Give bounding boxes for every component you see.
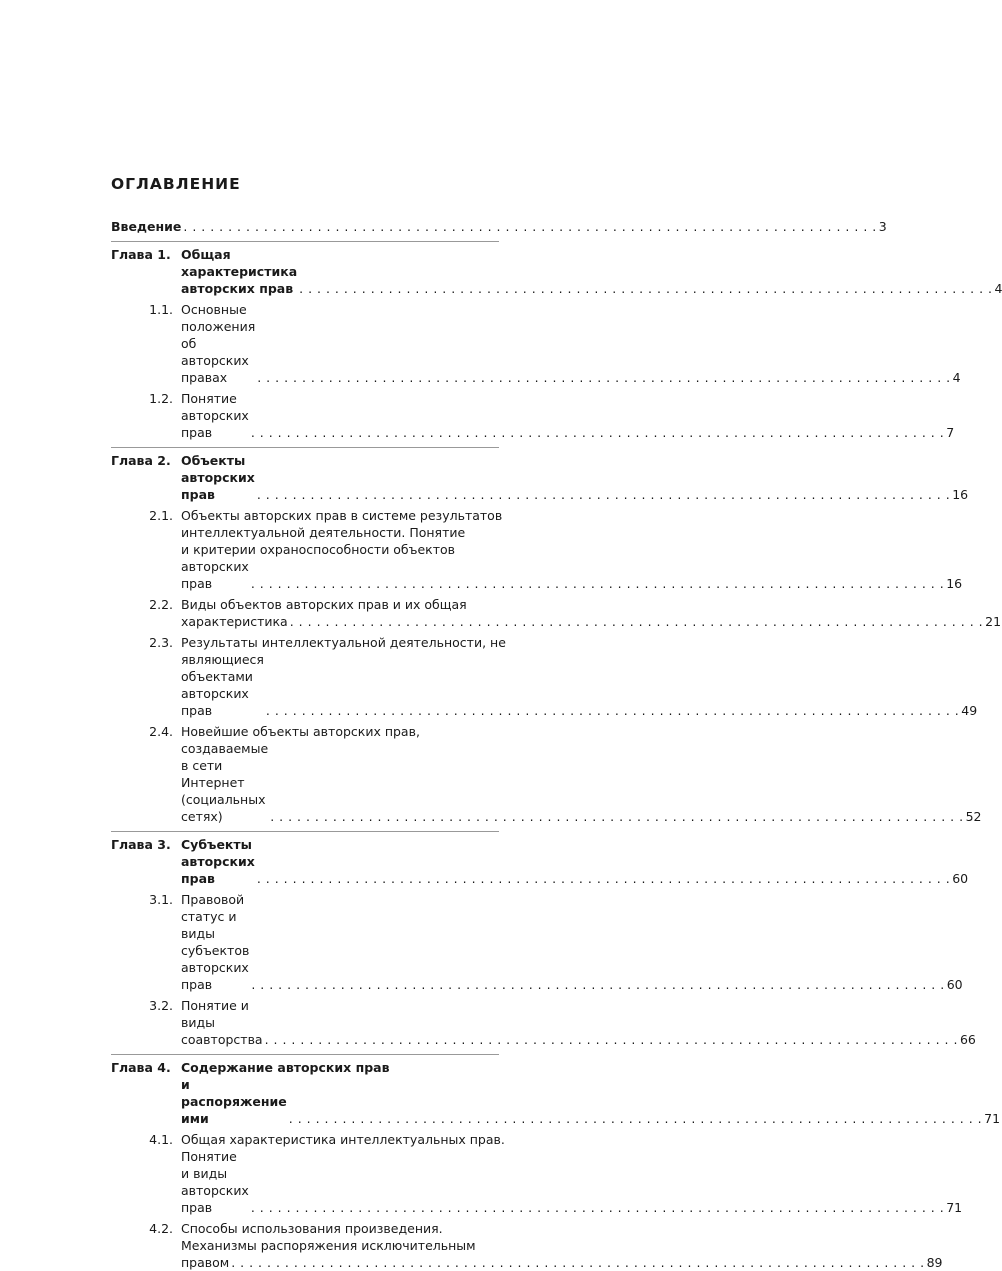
toc-entry-title-line: Результаты интеллектуальной деятельности, не (181, 635, 506, 650)
dot-leader (231, 1254, 924, 1271)
table-of-contents (111, 218, 1002, 1271)
chapter-title (181, 246, 1002, 297)
section-number: 4.1. (149, 1132, 173, 1147)
toc-page-number: 16 (946, 576, 963, 591)
section-title (181, 390, 954, 441)
section-title (181, 723, 981, 825)
section-number: 2.4. (149, 724, 173, 739)
toc-page-number: 16 (952, 487, 969, 502)
dot-leader (251, 976, 944, 993)
toc-entry-last-line (181, 1254, 943, 1271)
toc-entry-title-line: Общая характеристика авторских прав (181, 247, 298, 296)
section-number: 3.1. (149, 892, 173, 907)
toc-entry-last-line (181, 390, 954, 441)
toc-entry-last-line (181, 1148, 962, 1216)
section-number: 2.2. (149, 597, 173, 612)
toc-page-number: 4 (952, 370, 961, 385)
section-title (181, 596, 1001, 630)
toc-chapter[interactable] (111, 1055, 1001, 1127)
section-title (181, 507, 962, 592)
toc-entry-title-line: Механизмы распоряжения исключительным (181, 1238, 476, 1253)
dot-leader (251, 424, 944, 441)
toc-entry-last-line (181, 997, 976, 1048)
section-title (181, 301, 961, 386)
toc-page-number: 60 (952, 871, 969, 886)
toc-section[interactable] (111, 634, 978, 719)
toc-entry-title-line: авторских прав (181, 559, 249, 591)
section-number: 3.2. (149, 998, 173, 1013)
dot-leader (290, 613, 983, 630)
dot-leader (257, 486, 950, 503)
toc-chapter[interactable] (111, 448, 969, 503)
chapter-title (181, 1059, 1000, 1127)
toc-entry-title-line: и распоряжение ими (181, 1077, 287, 1126)
toc-page-number: 89 (926, 1255, 943, 1270)
toc-entry-title-line: и критерии охраноспособности объектов (181, 542, 456, 557)
toc-entry-title-line: правом (181, 1255, 230, 1270)
toc-section[interactable] (111, 1220, 943, 1271)
toc-entry-title-line: Понятие авторских прав (181, 391, 249, 440)
chapter-number: Глава 1. (111, 247, 171, 262)
toc-page-number: 49 (961, 703, 978, 718)
toc-page-number: 52 (965, 809, 982, 824)
toc-entry-title-line: Объекты авторских прав в системе результатов (181, 508, 503, 523)
toc-entry-last-line (181, 558, 962, 592)
toc-entry-title-line: Новейшие объекты авторских прав, (181, 724, 420, 739)
section-title (181, 891, 963, 993)
toc-page-number: 66 (959, 1032, 976, 1047)
toc-section[interactable] (111, 997, 976, 1048)
toc-section[interactable] (111, 891, 963, 993)
toc-entry-title-line: Общая характеристика интеллектуальных прав. (181, 1132, 505, 1147)
toc-section[interactable] (111, 507, 963, 592)
page-title: ОГЛАВЛЕНИЕ (111, 175, 241, 193)
dot-leader (299, 280, 992, 297)
chapter-number: Глава 3. (111, 837, 171, 852)
section-title (181, 1220, 943, 1271)
toc-chapter[interactable] (111, 832, 969, 887)
dot-leader (257, 870, 950, 887)
section-number: 1.1. (149, 302, 173, 317)
toc-entry-title-line: Содержание авторских прав (181, 1060, 390, 1075)
toc-entry-title: Введение (111, 219, 182, 234)
toc-entry-last-line (181, 836, 968, 887)
dot-leader (257, 369, 950, 386)
toc-entry-title-line: Понятие и виды авторских прав (181, 1149, 249, 1215)
section-number: 2.1. (149, 508, 173, 523)
toc-entry-last-line (181, 613, 1001, 630)
toc-entry-last-line (181, 301, 961, 386)
toc-page-number: 71 (946, 1200, 963, 1215)
toc-entry-title-line: Понятие и виды соавторства (181, 998, 263, 1047)
toc-section[interactable] (111, 390, 955, 441)
dot-leader (289, 1110, 982, 1127)
toc-page-number: 60 (946, 977, 963, 992)
dot-leader (251, 575, 944, 592)
toc-section[interactable] (111, 1131, 963, 1216)
toc-entry-title-line: Виды объектов авторских прав и их общая (181, 597, 467, 612)
toc-entry-last-line (181, 740, 981, 825)
dot-leader (270, 808, 963, 825)
toc-entry-last-line (181, 891, 963, 993)
toc-entry-title-line: Основные положения об авторских правах (181, 302, 256, 385)
chapter-number: Глава 2. (111, 453, 171, 468)
dot-leader (265, 1031, 958, 1048)
dot-leader (251, 1199, 944, 1216)
toc-entry-title-line: создаваемые в сети Интернет (социальных сетях) (181, 741, 269, 824)
toc-entry-title-line: Субъекты авторских прав (181, 837, 255, 886)
toc-entry-last-line (181, 246, 1002, 297)
toc-entry-last-line (181, 1076, 1000, 1127)
toc-section[interactable] (111, 723, 982, 825)
toc-page-number: 3 (878, 219, 887, 234)
toc-chapter[interactable] (111, 242, 1002, 297)
toc-section[interactable] (111, 596, 1002, 630)
toc-entry-title-line: Правовой статус и виды субъектов авторских прав (181, 892, 250, 992)
toc-entry-title-line: Объекты авторских прав (181, 453, 255, 502)
toc-page-number: 7 (946, 425, 955, 440)
section-number: 1.2. (149, 391, 173, 406)
toc-page-number: 4 (994, 281, 1002, 296)
toc-entry-title-line: являющиеся объектами авторских прав (181, 652, 264, 718)
section-title (181, 1131, 962, 1216)
chapter-title (181, 836, 968, 887)
toc-entry-title-line: характеристика (181, 614, 288, 629)
chapter-title (181, 452, 968, 503)
toc-section[interactable] (111, 301, 961, 386)
toc-page-number: 71 (984, 1111, 1001, 1126)
toc-entry-title-line: интеллектуальной деятельности. Понятие (181, 525, 466, 540)
toc-page-number: 21 (985, 614, 1002, 629)
section-title (181, 634, 977, 719)
toc-entry-last-line (181, 452, 968, 503)
toc-entry-title-line: Способы использования произведения. (181, 1221, 443, 1236)
toc-entry-last-line (181, 651, 977, 719)
dot-leader (266, 702, 959, 719)
section-title (181, 997, 976, 1048)
section-number: 2.3. (149, 635, 173, 650)
section-number: 4.2. (149, 1221, 173, 1236)
toc-entry-introduction[interactable] (111, 218, 887, 235)
chapter-number: Глава 4. (111, 1060, 171, 1075)
dot-leader (183, 218, 876, 235)
